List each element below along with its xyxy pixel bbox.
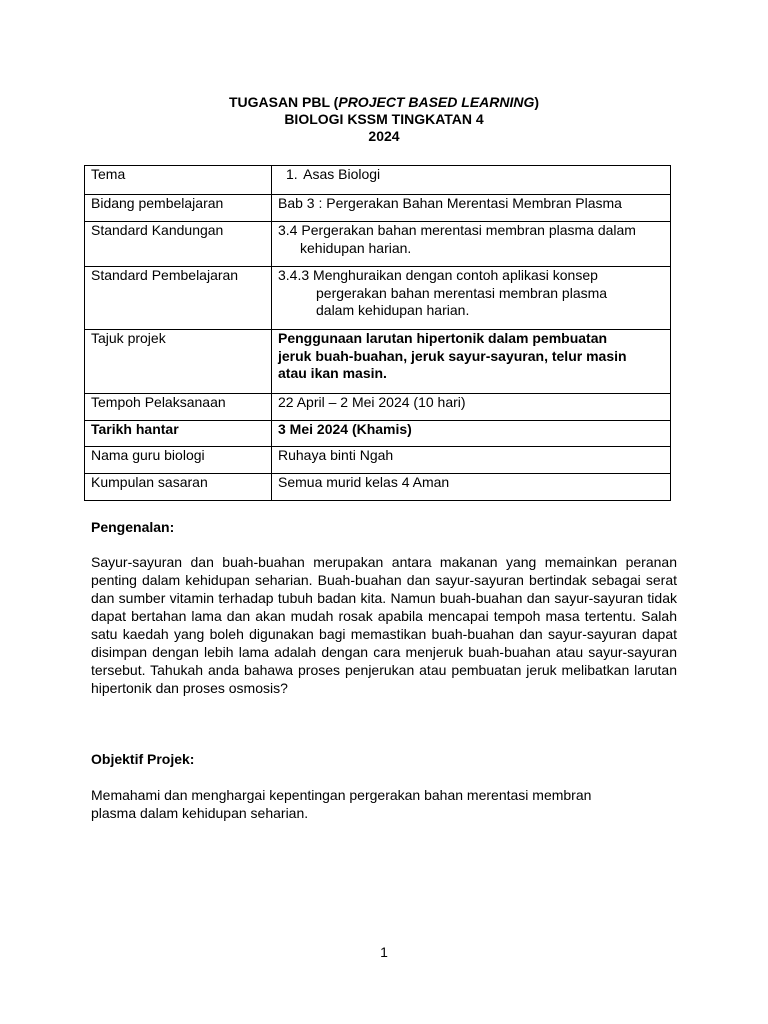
row-standard-pembelajaran [85,267,671,330]
bidang-label: Bidang pembelajaran [85,195,272,222]
sp-value: 3.4.3 Menghuraikan dengan contoh aplikasi konsep pergerakan bahan merentasi membran plasma dalam kehidupan harian. [272,267,671,330]
kumpulan-value: Semua murid kelas 4 Aman [272,474,671,501]
row-guru [85,447,671,474]
row-kumpulan [85,474,671,501]
row-tema [85,166,671,195]
kumpulan-label: Kumpulan sasaran [85,474,272,501]
page-number: 1 [380,944,388,960]
pengenalan-paragraph: Sayur-sayuran dan buah-buahan merupakan antara makanan yang memainkan peranan penting dalam kehidupan seharian. Buah-buahan dan sayur-sayuran bertindak sebagai serat dan sumber vitamin terhadap tubuh badan kita. Namun buah-buahan dan sayur-sayuran tidak dapat bertahan lama dan akan mudah rosak apabila mencapai tempoh masa tertentu. Salah satu kaedah yang boleh digunakan bagi memastikan buah-buahan dan sayur-sayuran dapat disimpan dengan lebih lama adalah dengan cara menjeruk buah-buahan atau sayur-sayuran tersebut. Tahukah anda bahawa proses penjerukan atau pembuatan jeruk melibatkan larutan hipertonik dan proses osmosis? [91,554,677,696]
bidang-value: Bab 3 : Pergerakan Bahan Merentasi Membran Plasma [272,195,671,222]
project-info-table [84,165,671,501]
tajuk-value: Penggunaan larutan hipertonik dalam pembuatan jeruk buah-buahan, jeruk sayur-sayuran, telur masin atau ikan masin. [272,330,671,394]
pengenalan-heading: Pengenalan: [91,519,175,535]
tajuk-label: Tajuk projek [85,330,272,394]
tarikh-value: 3 Mei 2024 (Khamis) [272,421,671,447]
objektif-heading: Objektif Projek: [91,751,195,767]
row-standard-kandungan [85,222,671,267]
title-line-2: BIOLOGI KSSM TINGKATAN 4 [284,111,484,127]
guru-value: Ruhaya binti Ngah [272,447,671,474]
row-tarikh [85,421,671,447]
tema-label: Tema [85,166,272,195]
title-line-1: TUGASAN PBL (PROJECT BASED LEARNING) [228,94,540,110]
sk-label: Standard Kandungan [85,222,272,267]
row-tempoh [85,394,671,421]
guru-label: Nama guru biologi [85,447,272,474]
document-title [0,94,768,145]
sk-value: 3.4 Pergerakan bahan merentasi membran plasma dalam kehidupan harian. [272,222,671,267]
sp-label: Standard Pembelajaran [85,267,272,330]
objektif-paragraph: Memahami dan menghargai kepentingan pergerakan bahan merentasi membran plasma dalam kehidupan seharian. [91,787,592,821]
tema-value: 1. Asas Biologi [272,166,671,195]
title-line-3: 2024 [368,128,400,144]
tempoh-label: Tempoh Pelaksanaan [85,394,272,421]
title-emphasis: PROJECT BASED LEARNING [338,94,535,110]
row-tajuk [85,330,671,394]
tempoh-value: 22 April – 2 Mei 2024 (10 hari) [272,394,671,421]
tarikh-label: Tarikh hantar [85,421,272,447]
row-bidang [85,195,671,222]
